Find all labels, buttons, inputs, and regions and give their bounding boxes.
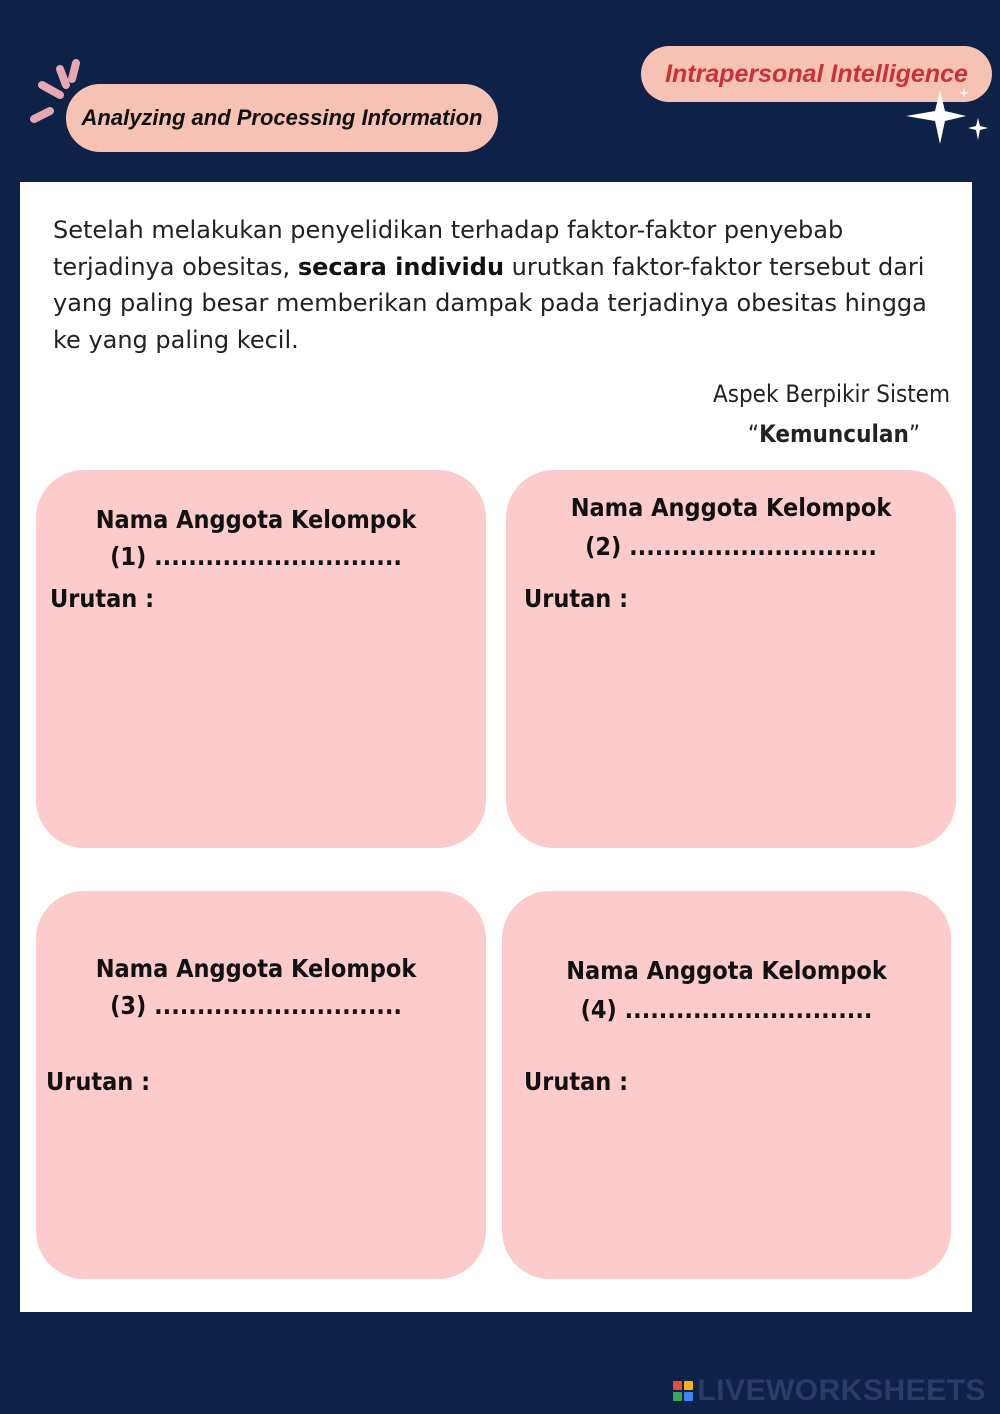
liveworksheets-brand [673, 1374, 986, 1408]
logo-square [673, 1392, 682, 1401]
member-name-line[interactable]: (2) ............................. [585, 532, 877, 561]
intelligence-pill: Intrapersonal Intelligence [641, 46, 992, 102]
member-box-1[interactable] [36, 470, 486, 848]
aspect-line: Aspek Berpikir Sistem [712, 380, 950, 408]
instructions-text: Setelah melakukan penyelidikan terhadap faktor-faktor penyebab terjadinya obesitas, secara individu urutkan faktor-faktor tersebut dari yang paling besar memberikan dampak pada terjadinya obesitas hingga ke yang paling kecil. [53, 216, 927, 354]
member-box-4[interactable] [502, 891, 951, 1279]
aspect-label [713, 374, 950, 454]
topic-pill: Analyzing and Processing Information [66, 84, 498, 152]
member-name-line[interactable]: (1) ............................. [110, 542, 402, 571]
box-title: Nama Anggota Kelompok [95, 505, 417, 534]
member-name-line[interactable]: (4) ............................. [580, 995, 873, 1024]
sparkle-icon [900, 84, 995, 154]
logo-square [673, 1381, 682, 1390]
urutan-label: Urutan : [524, 584, 629, 613]
box-title: Nama Anggota Kelompok [95, 954, 417, 983]
box-title: Nama Anggota Kelompok [566, 956, 887, 985]
box-title: Nama Anggota Kelompok [570, 493, 892, 522]
liveworksheets-logo-icon [673, 1381, 693, 1401]
logo-square [684, 1381, 693, 1390]
urutan-label: Urutan : [46, 1067, 151, 1096]
member-box-3[interactable] [36, 891, 486, 1279]
urutan-label: Urutan : [524, 1067, 629, 1096]
brand-text: LIVEWORKSHEETS [697, 1374, 986, 1407]
aspect-term: “Kemunculan” [747, 420, 920, 448]
member-box-2[interactable] [506, 470, 956, 848]
urutan-label: Urutan : [50, 584, 155, 613]
logo-square [684, 1392, 693, 1401]
member-name-line[interactable]: (3) ............................. [110, 991, 402, 1020]
